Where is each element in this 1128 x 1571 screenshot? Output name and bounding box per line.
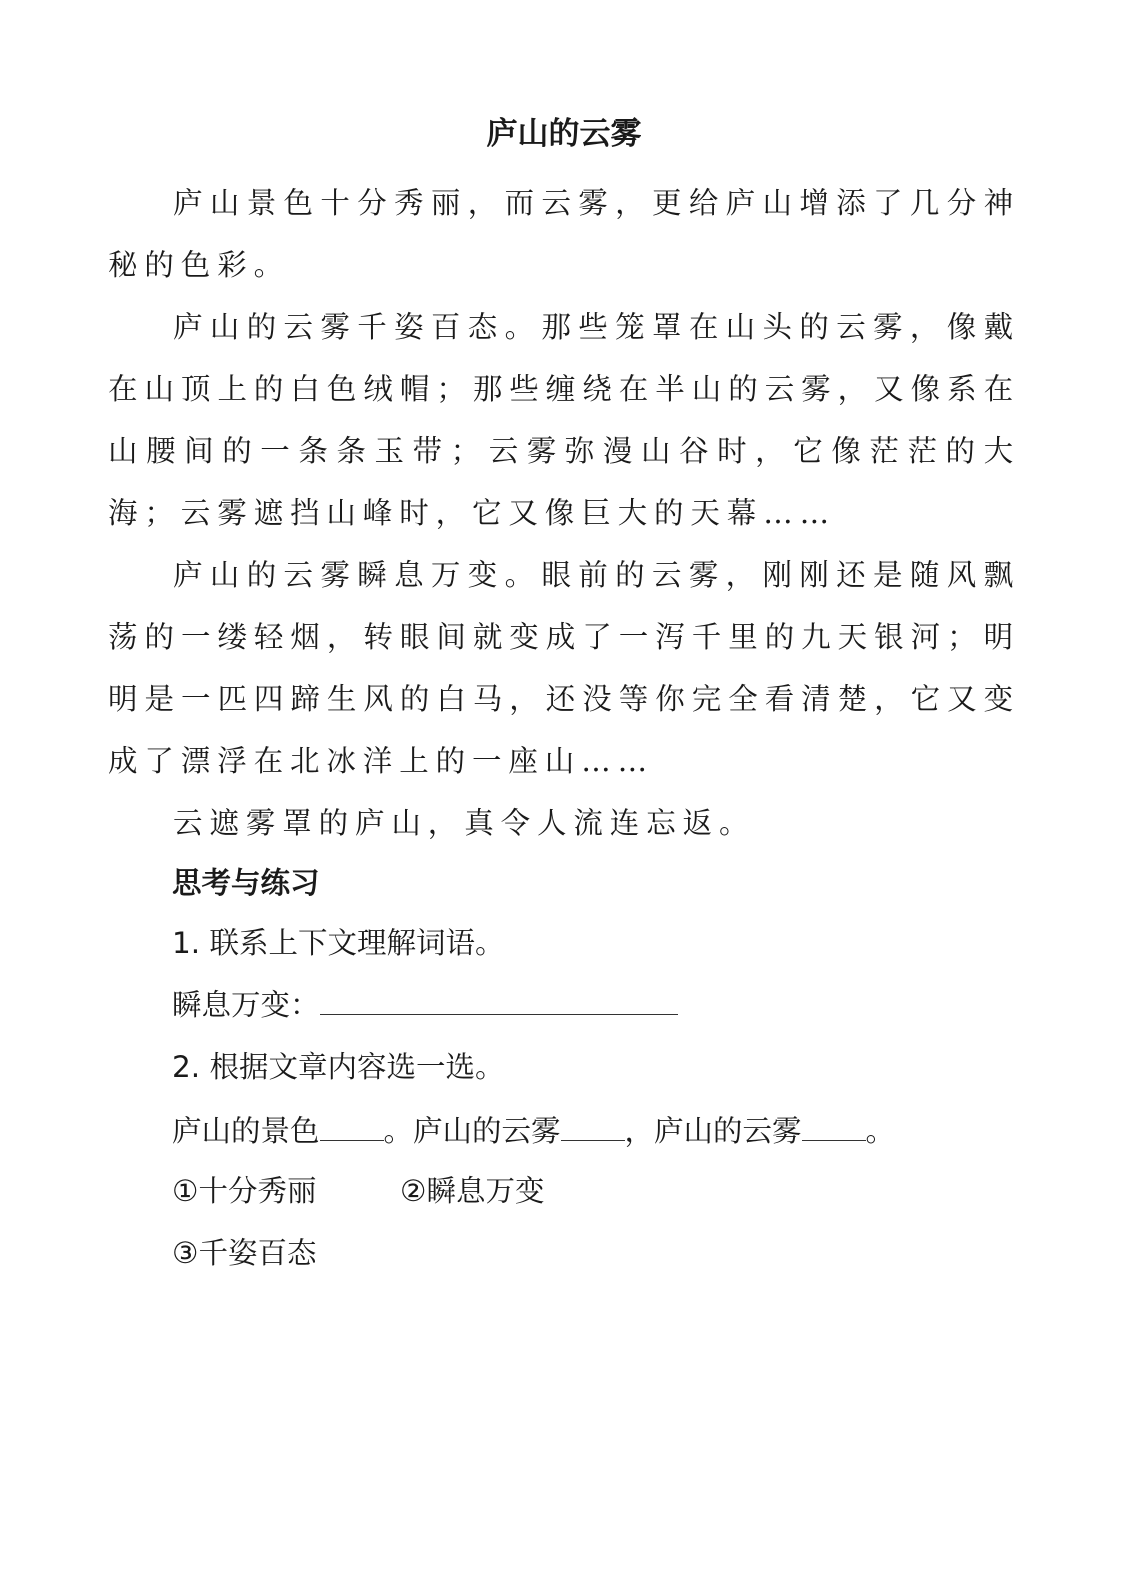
paragraph-3: 庐山的云雾瞬息万变。眼前的云雾，刚刚还是随风飘荡的一缕轻烟，转眼间就变成了一泻千里的九天银河；明明是一匹四蹄生风的白马，还没等你完全看清楚，它又变成了漂浮在北冰洋上的一座山…… <box>108 558 1020 778</box>
question-2-fill-sentence <box>172 1100 895 1162</box>
fill-blank-2[interactable] <box>561 1139 625 1141</box>
fill-blank-3[interactable] <box>802 1139 866 1141</box>
option-1: ①十分秀丽 <box>172 1174 317 1208</box>
fill-text-1: 庐山的景色 <box>172 1114 320 1148</box>
question-2-options-row-2 <box>172 1222 316 1284</box>
page-title: 庐山的云雾 <box>486 116 642 152</box>
fill-text-3: ，庐山的云雾 <box>624 1114 802 1148</box>
fill-text-2: 。庐山的云雾 <box>383 1114 561 1148</box>
question-1-term: 瞬息万变： <box>172 988 320 1022</box>
fill-blank-1[interactable] <box>320 1139 384 1141</box>
fill-text-4: 。 <box>865 1114 896 1148</box>
paragraph-2: 庐山的云雾千姿百态。那些笼罩在山头的云雾，像戴在山顶上的白色绒帽；那些缠绕在半山的云雾，又像系在山腰间的一条条玉带；云雾弥漫山谷时，它像茫茫的大海；云雾遮挡山峰时，它又像巨大的天幕…… <box>108 310 1020 530</box>
paragraph-1: 庐山景色十分秀丽，而云雾，更给庐山增添了几分神秘的色彩。 <box>108 186 1020 282</box>
option-3: ③千姿百态 <box>172 1236 317 1270</box>
option-2: ②瞬息万变 <box>400 1174 545 1208</box>
question-1-prompt: 1. 联系上下文理解词语。 <box>172 926 505 960</box>
paragraph-4: 云遮雾罩的庐山，真令人流连忘返。 <box>173 806 756 840</box>
exercise-heading: 思考与练习 <box>172 866 320 900</box>
answer-line[interactable] <box>320 1013 678 1015</box>
question-2-prompt: 2. 根据文章内容选一选。 <box>172 1050 505 1084</box>
question-2-options-row-1 <box>172 1160 544 1222</box>
question-1-answer <box>172 974 678 1036</box>
